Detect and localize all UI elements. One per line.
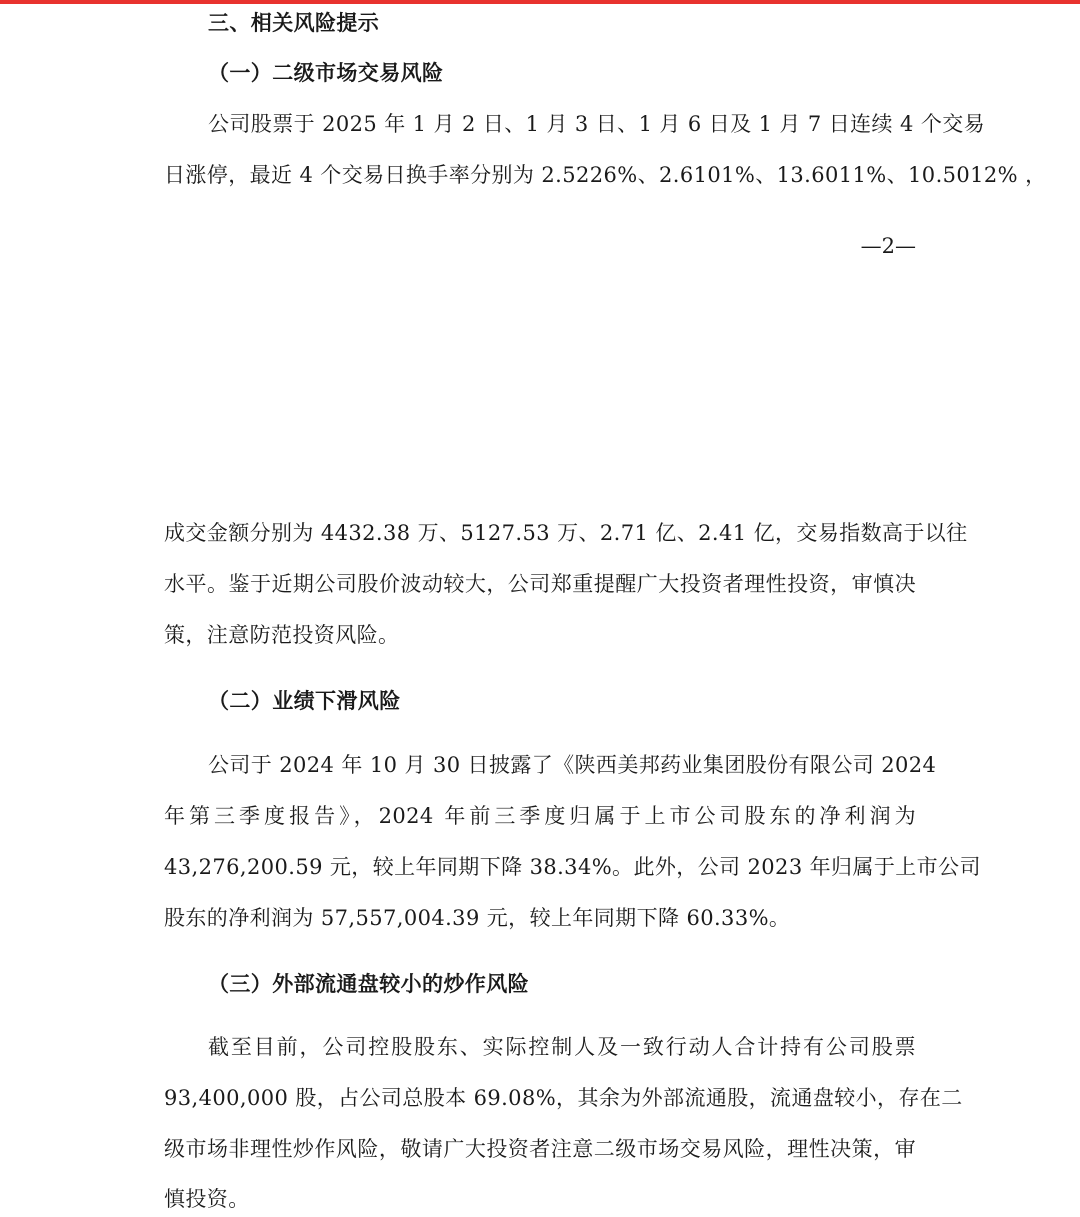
risk1-line-5: 策，注意防范投资风险。 (164, 623, 400, 647)
risk1-line-2: 日涨停，最近 4 个交易日换手率分别为 2.5226%、2.6101%、13.6011%、10.5012% ， (164, 163, 1047, 187)
top-accent-rule (0, 0, 1080, 4)
page-number: —2— (860, 234, 916, 258)
risk3-line-1: 截至目前，公司控股股东、实际控制人及一致行动人合计持有公司股票 (208, 1035, 916, 1059)
risk1-heading: （一）二级市场交易风险 (208, 61, 444, 85)
risk2-line-3: 43,276,200.59 元，较上年同期下降 38.34%。此外，公司 2023 年归属于上市公司 (164, 855, 981, 879)
risk1-line-4: 水平。鉴于近期公司股价波动较大，公司郑重提醒广大投资者理性投资，审慎决 (164, 572, 916, 596)
risk3-line-2: 93,400,000 股，占公司总股本 69.08%，其余为外部流通股，流通盘较小，存在二 (164, 1086, 963, 1110)
risk2-line-2: 年第三季度报告》，2024 年前三季度归属于上市公司股东的净利润为 (164, 804, 916, 828)
risk1-line-1: 公司股票于 2025 年 1 月 2 日、1 月 3 日、1 月 6 日及 1 月 7 日连续 4 个交易 (208, 112, 986, 136)
risk3-line-4: 慎投资。 (164, 1187, 250, 1211)
risk2-heading: （二）业绩下滑风险 (208, 689, 401, 713)
risk2-line-4: 股东的净利润为 57,557,004.39 元，较上年同期下降 60.33%。 (164, 906, 791, 930)
risk1-line-3: 成交金额分别为 4432.38 万、5127.53 万、2.71 亿、2.41 亿，交易指数高于以往 (164, 521, 968, 545)
risk2-line-1: 公司于 2024 年 10 月 30 日披露了《陕西美邦药业集团股份有限公司 2024 (208, 753, 937, 777)
risk3-line-3: 级市场非理性炒作风险，敬请广大投资者注意二级市场交易风险，理性决策，审 (164, 1137, 916, 1161)
risk3-heading: （三）外部流通盘较小的炒作风险 (208, 972, 529, 996)
section-title: 三、相关风险提示 (208, 11, 380, 35)
